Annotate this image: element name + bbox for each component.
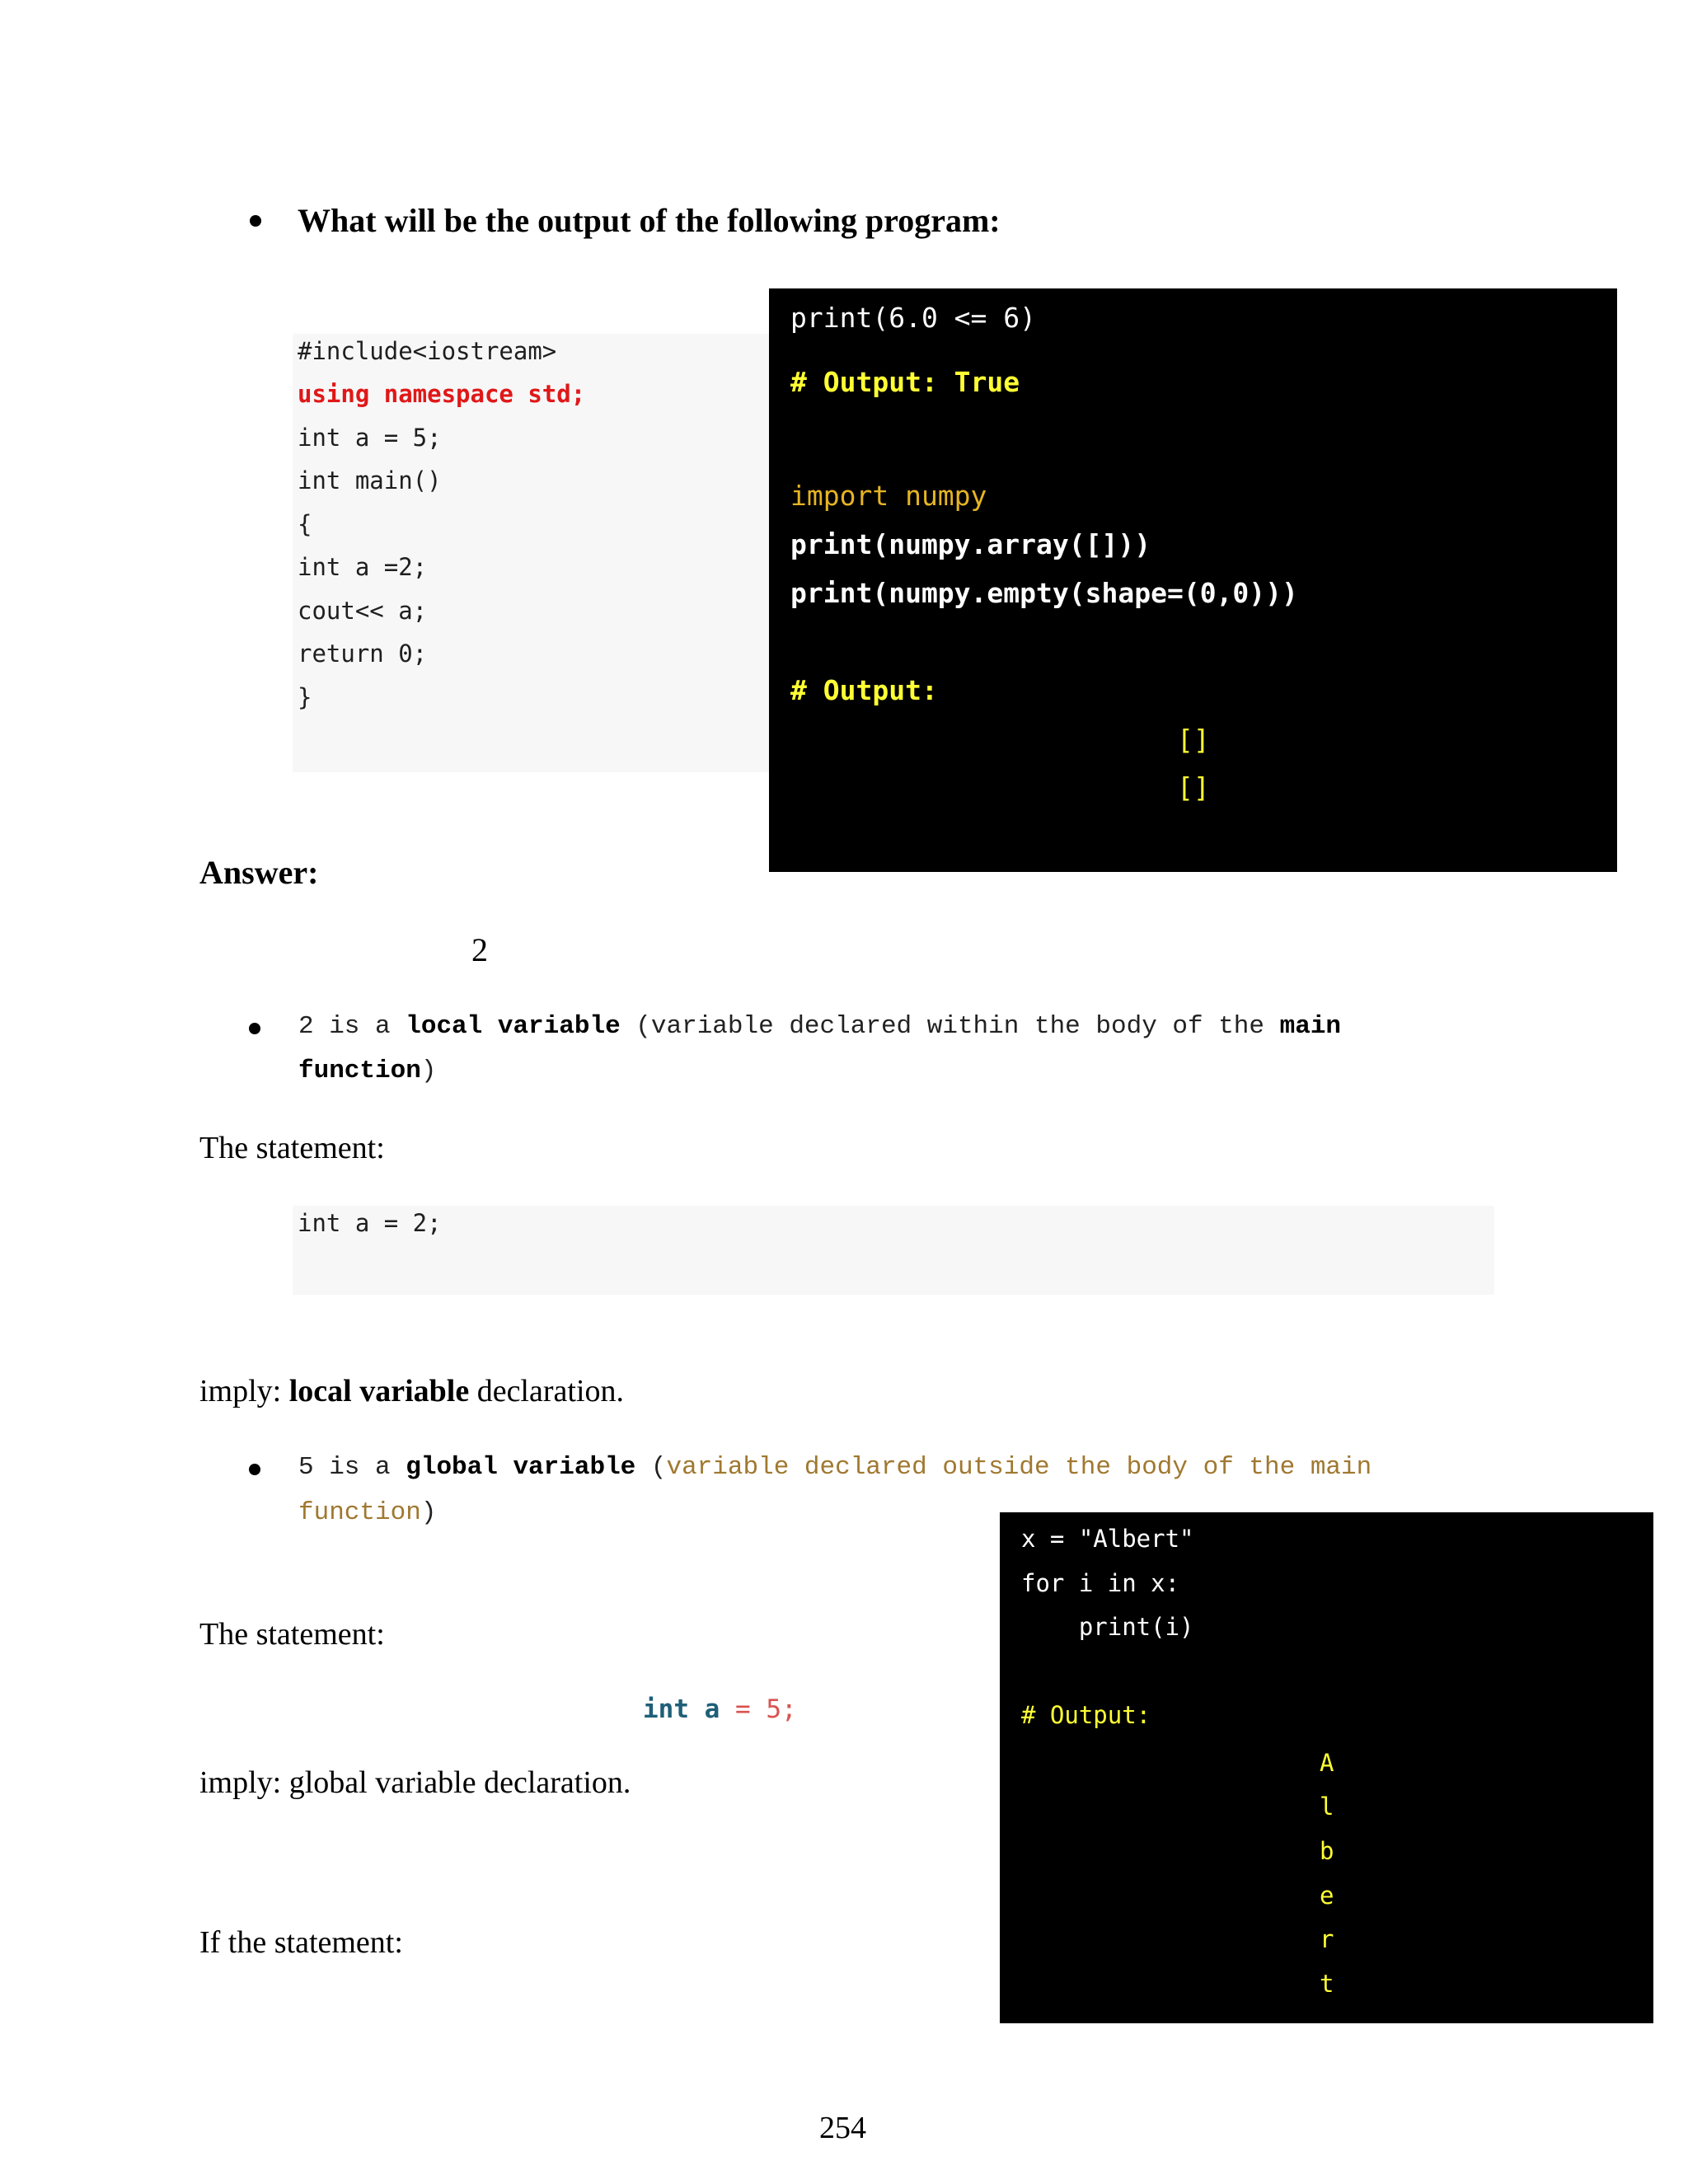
global-variable-description-cont	[298, 1498, 436, 1527]
code-line: {	[298, 510, 312, 538]
code-line: return 0;	[298, 640, 428, 668]
bullet-point	[249, 1023, 260, 1034]
terminal-output-char: b	[1320, 1837, 1334, 1865]
local-variable-description	[298, 1012, 1341, 1041]
code-variable: a	[704, 1694, 720, 1724]
statement-code-block	[293, 1206, 1494, 1295]
highlighted-text: variable declared outside the body of the main	[666, 1453, 1372, 1482]
text: 2 is a	[298, 1012, 406, 1041]
highlighted-text: function	[298, 1498, 421, 1527]
bold-term: main	[1279, 1012, 1342, 1041]
terminal-output-value: []	[1177, 771, 1210, 804]
text: (	[635, 1453, 667, 1482]
code-line: int a = 5;	[298, 424, 442, 452]
bullet-point	[249, 1464, 260, 1475]
text: imply:	[199, 1374, 289, 1408]
terminal-line: print(6.0 <= 6)	[790, 302, 1037, 334]
code-line: using namespace std;	[298, 380, 586, 408]
terminal-output-label: # Output: True	[790, 366, 1020, 398]
terminal-line: import numpy	[790, 480, 987, 512]
code-line: }	[298, 683, 312, 711]
code-line: int main()	[298, 466, 442, 494]
terminal-line: print(numpy.array([]))	[790, 528, 1151, 560]
code-line: int a = 2;	[298, 1209, 442, 1237]
terminal-line: for i in x:	[1021, 1569, 1180, 1597]
code-line: int a =2;	[298, 553, 428, 581]
statement-label: The statement:	[199, 1131, 385, 1165]
answer-label: Answer:	[199, 854, 319, 891]
terminal-output-value: []	[1177, 724, 1210, 756]
global-statement-code	[643, 1694, 797, 1724]
cpp-code-block	[293, 334, 769, 772]
question-heading: What will be the output of the following program:	[298, 202, 1001, 239]
bold-term: local variable	[288, 1374, 470, 1408]
terminal-line: print(i)	[1021, 1613, 1194, 1641]
terminal-output-char: r	[1320, 1925, 1334, 1953]
page-number: 254	[819, 2111, 866, 2145]
text: )	[420, 1057, 437, 1085]
terminal-output-char: e	[1320, 1882, 1334, 1910]
imply-global-text: imply: global variable declaration.	[199, 1765, 631, 1800]
terminal-output-top	[769, 288, 1617, 872]
statement-label: If the statement:	[199, 1925, 403, 1960]
code-line: #include<iostream>	[298, 337, 557, 365]
text: )	[420, 1498, 437, 1527]
terminal-output-bottom	[1000, 1512, 1653, 2023]
bold-term: local variable	[406, 1012, 621, 1041]
terminal-output-char: t	[1320, 1970, 1334, 1998]
local-variable-description-cont	[298, 1057, 436, 1085]
code-line: cout<< a;	[298, 597, 428, 625]
terminal-output-char: A	[1320, 1749, 1334, 1777]
statement-label: The statement:	[199, 1617, 385, 1652]
text: declaration.	[469, 1374, 624, 1408]
bold-term: function	[298, 1057, 421, 1085]
terminal-output-label: # Output:	[790, 674, 938, 706]
imply-local-text	[199, 1373, 624, 1409]
code-value: = 5;	[735, 1694, 797, 1724]
text: (variable declared within the body of the	[620, 1012, 1280, 1041]
text: 5 is a	[298, 1453, 406, 1482]
terminal-output-char: l	[1320, 1793, 1334, 1821]
terminal-output-label: # Output:	[1021, 1701, 1151, 1729]
bullet-point	[250, 215, 261, 227]
terminal-line: print(numpy.empty(shape=(0,0)))	[790, 577, 1298, 609]
bold-term: global variable	[406, 1453, 636, 1482]
code-keyword: int	[643, 1694, 689, 1724]
global-variable-description	[298, 1453, 1372, 1482]
terminal-line: x = "Albert"	[1021, 1525, 1194, 1553]
answer-value: 2	[471, 931, 488, 968]
